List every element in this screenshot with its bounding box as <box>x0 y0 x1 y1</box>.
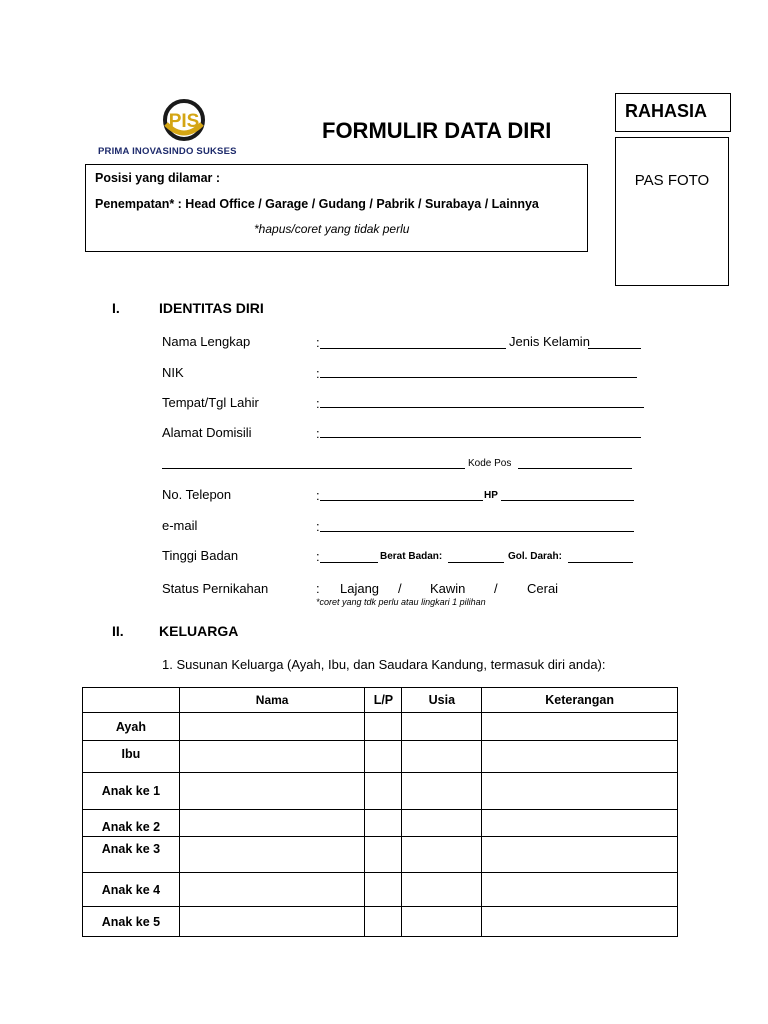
form-title: FORMULIR DATA DIRI <box>322 118 552 143</box>
email-colon: : <box>316 519 320 534</box>
table-row <box>83 713 678 741</box>
lp-cell[interactable] <box>365 810 402 837</box>
jenis-kelamin-label: Jenis Kelamin <box>509 334 590 349</box>
nama-cell[interactable] <box>179 713 365 741</box>
table-row <box>83 773 678 810</box>
nik-label: NIK <box>162 365 184 380</box>
lp-cell[interactable] <box>365 773 402 810</box>
posisi-note: *hapus/coret yang tidak perlu <box>254 222 410 236</box>
nama-cell[interactable] <box>179 773 365 810</box>
pis-logo-icon <box>96 96 272 148</box>
kode-pos-field[interactable] <box>518 455 632 469</box>
alamat-field-line2[interactable] <box>162 455 465 469</box>
keterangan-cell[interactable] <box>482 713 678 741</box>
status-colon: : <box>316 581 320 596</box>
nama-field[interactable] <box>320 335 506 349</box>
status-option-kawin[interactable]: Kawin <box>430 581 466 596</box>
row-label: Anak ke 2 <box>83 810 180 837</box>
ttl-colon: : <box>316 396 320 411</box>
header-lp: L/P <box>365 688 402 713</box>
company-logo <box>96 96 272 166</box>
usia-cell[interactable] <box>402 773 482 810</box>
status-separator: / <box>494 581 498 596</box>
usia-cell[interactable] <box>402 741 482 773</box>
usia-cell[interactable] <box>402 907 482 937</box>
row-label: Anak ke 5 <box>83 907 180 937</box>
telepon-label: No. Telepon <box>162 487 232 502</box>
nama-cell[interactable] <box>179 873 365 907</box>
section2-title: KELUARGA <box>159 623 239 639</box>
row-label: Anak ke 1 <box>83 773 180 810</box>
nama-cell[interactable] <box>179 837 365 873</box>
usia-cell[interactable] <box>402 873 482 907</box>
usia-cell[interactable] <box>402 810 482 837</box>
svg-text:PIS: PIS <box>168 111 200 132</box>
rahasia-box <box>615 93 731 132</box>
photo-label: PAS FOTO <box>634 172 710 189</box>
header-keterangan: Keterangan <box>482 688 678 713</box>
kode-pos-label: Kode Pos <box>468 458 512 469</box>
keterangan-cell[interactable] <box>482 773 678 810</box>
keterangan-cell[interactable] <box>482 837 678 873</box>
email-field[interactable] <box>320 518 634 532</box>
table-row <box>83 907 678 937</box>
tinggi-label: Tinggi Badan <box>162 548 239 563</box>
berat-field[interactable] <box>448 549 504 563</box>
table-header-row <box>83 688 678 713</box>
lp-cell[interactable] <box>365 837 402 873</box>
position-box <box>85 164 588 252</box>
lp-cell[interactable] <box>365 907 402 937</box>
company-name: PRIMA INOVASINDO SUKSES <box>98 146 237 157</box>
gol-darah-field[interactable] <box>568 549 633 563</box>
section1-title: IDENTITAS DIRI <box>159 300 264 316</box>
section1-number: I. <box>112 300 120 316</box>
status-option-lajang[interactable]: Lajang <box>340 581 380 596</box>
status-separator: / <box>398 581 402 596</box>
hp-label: HP <box>484 490 498 501</box>
nama-cell[interactable] <box>179 741 365 773</box>
table-row <box>83 810 678 837</box>
row-label: Ibu <box>83 741 180 773</box>
status-option-cerai[interactable]: Cerai <box>527 581 559 596</box>
nama-colon: : <box>316 335 320 350</box>
status-note: *coret yang tdk perlu atau lingkari 1 pilihan <box>316 597 486 607</box>
header-usia: Usia <box>402 688 482 713</box>
berat-label: Berat Badan: <box>380 551 443 562</box>
telepon-field[interactable] <box>320 487 483 501</box>
table-row <box>83 741 678 773</box>
ttl-field[interactable] <box>320 394 644 408</box>
nama-label: Nama Lengkap <box>162 334 251 349</box>
email-label: e-mail <box>162 518 198 533</box>
gol-darah-label: Gol. Darah: <box>508 551 562 562</box>
lp-cell[interactable] <box>365 873 402 907</box>
alamat-colon: : <box>316 426 320 441</box>
ttl-label: Tempat/Tgl Lahir <box>162 395 259 410</box>
tinggi-field[interactable] <box>320 549 378 563</box>
jenis-kelamin-field[interactable] <box>588 335 641 349</box>
row-label: Anak ke 4 <box>83 873 180 907</box>
nama-cell[interactable] <box>179 907 365 937</box>
keterangan-cell[interactable] <box>482 907 678 937</box>
telepon-colon: : <box>316 488 320 503</box>
section2-number: II. <box>112 623 124 639</box>
family-instruction: 1. Susunan Keluarga (Ayah, Ibu, dan Saudara Kandung, termasuk diri anda): <box>162 657 606 672</box>
nik-colon: : <box>316 366 320 381</box>
tinggi-colon: : <box>316 549 320 564</box>
header-nama: Nama <box>179 688 365 713</box>
hp-field[interactable] <box>501 487 634 501</box>
alamat-field[interactable] <box>320 424 641 438</box>
photo-box[interactable] <box>615 137 729 286</box>
keterangan-cell[interactable] <box>482 873 678 907</box>
usia-cell[interactable] <box>402 713 482 741</box>
nama-cell[interactable] <box>179 810 365 837</box>
table-row <box>83 873 678 907</box>
row-label: Anak ke 3 <box>83 837 180 873</box>
rahasia-label: RAHASIA <box>625 101 708 121</box>
alamat-label: Alamat Domisili <box>162 425 252 440</box>
keterangan-cell[interactable] <box>482 741 678 773</box>
nik-field[interactable] <box>320 364 637 378</box>
penempatan-label[interactable]: Penempatan* : Head Office / Garage / Gudang / Pabrik / Surabaya / Lainnya <box>95 197 539 211</box>
usia-cell[interactable] <box>402 837 482 873</box>
row-label: Ayah <box>83 713 180 741</box>
lp-cell[interactable] <box>365 713 402 741</box>
lp-cell[interactable] <box>365 741 402 773</box>
table-row <box>83 837 678 873</box>
posisi-label[interactable]: Posisi yang dilamar : <box>95 171 221 185</box>
status-label: Status Pernikahan <box>162 581 269 596</box>
keterangan-cell[interactable] <box>482 810 678 837</box>
header-empty <box>83 688 180 713</box>
family-table <box>82 687 678 937</box>
